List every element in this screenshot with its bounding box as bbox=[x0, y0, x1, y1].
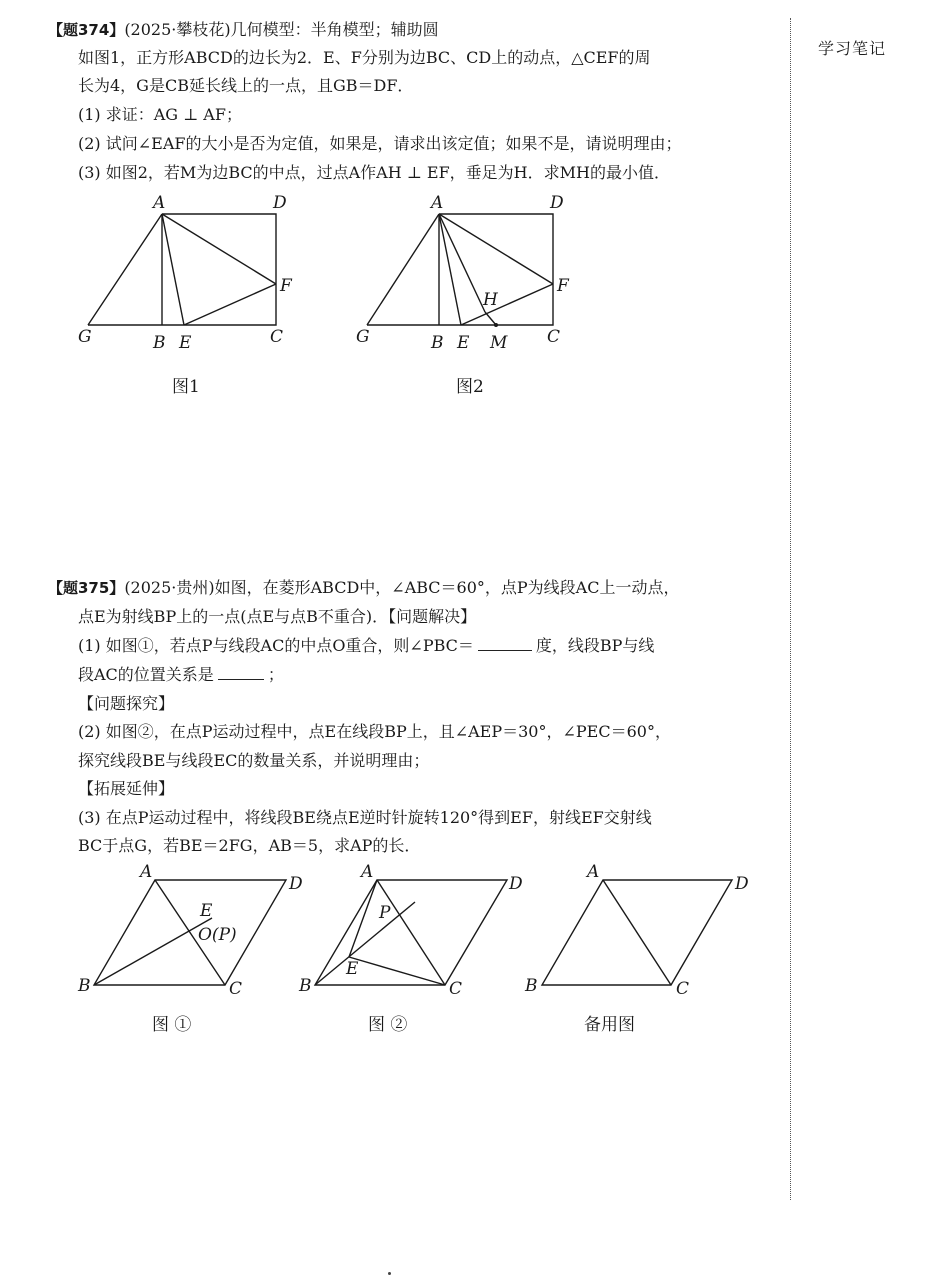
q374-part-1: (1) 求证：AG ⊥ AF； bbox=[78, 105, 242, 124]
label-b-375-3: B bbox=[525, 976, 538, 996]
label-c-375-3: C bbox=[676, 979, 690, 999]
diagonal-ac-3 bbox=[603, 880, 671, 985]
q375-line-2: 点E为射线BP上的一点(点E与点B不重合)．【问题解决】 bbox=[78, 607, 477, 626]
label-d-375-1: D bbox=[289, 874, 303, 894]
label-c-2: C bbox=[547, 327, 561, 347]
label-g: G bbox=[78, 327, 92, 347]
q374-part-3: (3) 如图2，若M为边BC的中点，过点A作AH ⊥ EF，垂足为H．求MH的最小值． bbox=[78, 163, 670, 182]
label-b-375-2: B bbox=[299, 976, 312, 996]
label-a-375-1: A bbox=[140, 862, 153, 882]
q375-part-3: (3) 在点P运动过程中，将线段BE绕点E逆时针旋转120°得到EF，射线EF交射线 bbox=[78, 808, 652, 827]
q375-part-1-a: (1) 如图①，若点P与线段AC的中点O重合，则∠PBC＝ bbox=[78, 636, 474, 655]
q375-part-1-d: ； bbox=[267, 665, 284, 684]
label-e-2: E bbox=[457, 333, 470, 353]
study-notes-label: 学习笔记 bbox=[818, 39, 887, 58]
q375-fig3-caption: 备用图 bbox=[584, 1015, 635, 1035]
q375-part-2: (2) 如图②，在点P运动过程中，点E在线段BP上，且∠AEP＝30°，∠PEC＝60°， bbox=[78, 722, 671, 741]
label-c: C bbox=[270, 327, 284, 347]
label-op-375-1: O(P) bbox=[198, 925, 237, 945]
section-explore: 【问题探究】 bbox=[78, 694, 175, 713]
label-c-375-1: C bbox=[229, 979, 243, 999]
q375-fig1-caption: 图 ① bbox=[152, 1015, 192, 1035]
q375-source: (2025·贵州)如图，在菱形ABCD中，∠ABC＝60°，点P为线段AC上一动点， bbox=[124, 578, 680, 597]
q375-tag: 【题375】 bbox=[48, 579, 125, 597]
label-d-2: D bbox=[550, 193, 564, 213]
label-f: F bbox=[280, 276, 292, 296]
label-b: B bbox=[153, 333, 166, 353]
q374-tag: 【题374】 bbox=[48, 21, 125, 39]
label-h-2: H bbox=[483, 290, 498, 310]
label-c-375-2: C bbox=[449, 979, 463, 999]
q374-part-2: (2) 试问∠EAF的大小是否为定值，如果是，请求出该定值；如果不是，请说明理由； bbox=[78, 134, 682, 153]
label-a: A bbox=[153, 193, 166, 213]
q374-fig2-caption: 图2 bbox=[456, 377, 484, 397]
label-a-2: A bbox=[431, 193, 444, 213]
label-g-2: G bbox=[356, 327, 370, 347]
section-extend: 【拓展延伸】 bbox=[78, 779, 175, 798]
label-d-375-3: D bbox=[735, 874, 749, 894]
q374-source: (2025·攀枝花)几何模型：半角模型；辅助圆 bbox=[124, 20, 439, 39]
q374-line-2: 长为4，G是CB延长线上的一点，且GB＝DF． bbox=[78, 76, 414, 95]
label-a-375-2: A bbox=[361, 862, 374, 882]
label-e-375-2: E bbox=[346, 959, 359, 979]
label-e: E bbox=[179, 333, 192, 353]
q374-line-1: 如图1，正方形ABCD的边长为2．E、F分别为边BC、CD上的动点，△CEF的周 bbox=[78, 48, 651, 67]
page-mark bbox=[388, 1272, 391, 1275]
label-m-2: M bbox=[490, 333, 508, 353]
label-e-375-1: E bbox=[200, 901, 213, 921]
label-b-2: B bbox=[431, 333, 444, 353]
q374-fig1-caption: 图1 bbox=[172, 377, 200, 397]
label-a-375-3: A bbox=[587, 862, 600, 882]
label-d: D bbox=[273, 193, 287, 213]
label-f-2: F bbox=[557, 276, 569, 296]
q375-part-3-cont: BC于点G，若BE＝2FG，AB＝5，求AP的长． bbox=[78, 836, 421, 855]
label-p-375-2: P bbox=[379, 903, 391, 923]
q375-part-2-cont: 探究线段BE与线段EC的数量关系，并说明理由； bbox=[78, 751, 430, 770]
q375-fig2-caption: 图 ② bbox=[368, 1015, 408, 1035]
q375-part-1-c: 段AC的位置关系是 bbox=[78, 665, 214, 684]
label-b-375-1: B bbox=[78, 976, 91, 996]
q375-part-1-b: 度，线段BP与线 bbox=[535, 636, 655, 655]
label-d-375-2: D bbox=[509, 874, 523, 894]
